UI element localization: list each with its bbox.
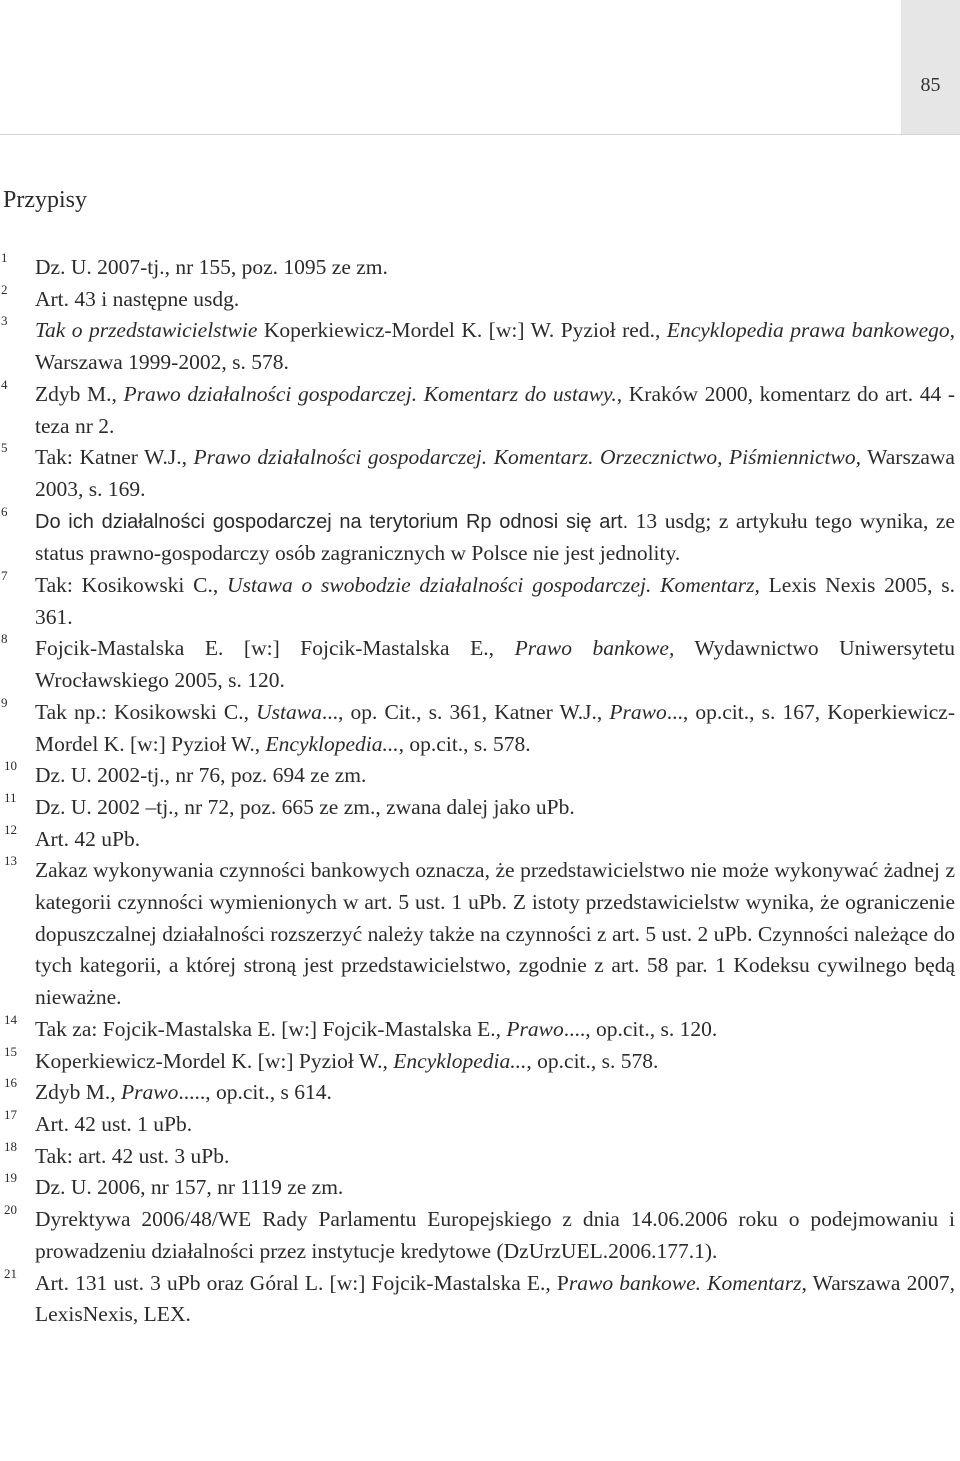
footnote-number: 12 bbox=[4, 821, 17, 837]
footnote-text bbox=[35, 1046, 955, 1078]
footnote-text-segment: ...., op.cit., s. 120. bbox=[563, 1016, 718, 1041]
footnote-number: 20 bbox=[4, 1202, 17, 1218]
footnote-text-segment: Art. 42 uPb. bbox=[35, 826, 141, 851]
footnote-text-segment: Zdyb M., bbox=[35, 381, 117, 406]
footnote-number: 21 bbox=[4, 1265, 17, 1281]
footnote-text bbox=[35, 1077, 955, 1109]
footnote-list bbox=[0, 252, 955, 1331]
footnote-number: 14 bbox=[4, 1011, 17, 1027]
page-number-box bbox=[901, 0, 960, 134]
footnote-text-segment: Fojcik-Mastalska E. [w:] Fojcik-Mastalska E., bbox=[35, 636, 495, 661]
footnote-text bbox=[35, 697, 955, 760]
page-number: 85 bbox=[920, 74, 941, 96]
footnote-text-segment: , Warszawa 2007, LexisNexis, LEX. bbox=[35, 1270, 955, 1327]
footnote-text-segment: Warszawa 2003, s. 169. bbox=[35, 445, 955, 501]
footnote-number: 9 bbox=[1, 694, 8, 710]
footnote-number: 10 bbox=[4, 758, 17, 774]
footnote-5 bbox=[0, 442, 955, 505]
footnote-text-segment: Encyklopedia... bbox=[387, 1048, 527, 1073]
footnote-text-segment: ....., op.cit., s 614. bbox=[178, 1080, 332, 1105]
footnote-2 bbox=[0, 281, 955, 316]
footnote-19 bbox=[0, 1172, 955, 1204]
footnote-text-segment: Prawo działalności gospodarczej. Komentarz do ustawy. bbox=[116, 381, 617, 406]
footnote-text-segment: Tak za: Fojcik-Mastalska E. [w:] Fojcik-Mastalska E., bbox=[35, 1016, 502, 1041]
footnote-text-segment: Tak o przedstawicielstwie bbox=[35, 318, 258, 343]
footnote-text-segment: ..., op.cit., s. 167, Koperkiewicz-Mordel K. [w:] Pyzioł W., bbox=[35, 699, 955, 756]
footnote-13 bbox=[0, 855, 955, 1014]
footnote-text-segment: , op.cit., s. 578. bbox=[398, 731, 531, 756]
footnote-text-segment: , Kraków 2000, komentarz do art. 44 - teza nr 2. bbox=[35, 381, 956, 438]
footnote-text-segment: Prawo bankowe, bbox=[494, 636, 675, 661]
footnote-21 bbox=[0, 1265, 955, 1331]
footnote-text bbox=[35, 1014, 955, 1046]
footnote-17 bbox=[0, 1106, 955, 1141]
footnote-text-segment: Art. 131 ust. 3 uPb oraz Góral L. [w:] Fojcik-Mastalska E., P bbox=[35, 1270, 569, 1295]
footnote-text-segment: Wydawnictwo Uniwersytetu Wrocławskiego 2005, s. 120. bbox=[35, 636, 955, 693]
footnote-6 bbox=[0, 503, 955, 570]
footnote-text-segment: Prawo bbox=[602, 699, 667, 724]
footnote-text-segment: Tak: art. 42 ust. 3 uPb. bbox=[35, 1143, 230, 1168]
footnote-text-segment: Tak: Katner W.J., bbox=[35, 445, 187, 470]
footnote-18 bbox=[0, 1138, 955, 1173]
footnote-text bbox=[35, 506, 955, 570]
footnote-text bbox=[35, 284, 955, 316]
footnote-number: 2 bbox=[1, 281, 8, 297]
footnote-number: 1 bbox=[1, 250, 8, 265]
footnote-20 bbox=[0, 1204, 955, 1267]
footnote-7 bbox=[0, 570, 955, 633]
footnote-text-segment: Zakaz wykonywania czynności bankowych oznacza, że przedstawicielstwo nie może wykonywać żadnej z kategorii czynności wymienionych w art. 5 ust. 1 uPb. Z istoty przedstawicielstw wynika, że ograniczenie dopuszczalnej działalności rozszerzyć należy także na czynności z art. 5 ust. 2 uPb. Czynności należące do tych kategorii, a której stroną jest przedstawicielstwo, zgodnie z art. 58 par. 1 Kodeksu cywilnego będą nieważne. bbox=[35, 858, 955, 1010]
footnote-1 bbox=[0, 252, 955, 284]
footnote-text bbox=[35, 1141, 955, 1173]
footnote-number: 5 bbox=[1, 440, 8, 456]
footnote-text-segment: Dz. U. 2002-tj., nr 76, poz. 694 ze zm. bbox=[35, 763, 367, 788]
footnote-text-segment: Do ich działalności gospodarczej na terytorium Rp odnosi się art. bbox=[35, 510, 629, 533]
footnote-text-segment: Tak: Kosikowski C., bbox=[35, 573, 219, 598]
footnote-text-segment: Ustawa o swobodzie działalności gospodarczej. Komentarz, bbox=[218, 573, 760, 598]
footnote-4 bbox=[0, 376, 956, 442]
footnote-text bbox=[35, 792, 955, 824]
footnote-15 bbox=[0, 1043, 955, 1078]
footnote-text bbox=[35, 633, 955, 696]
header-rule bbox=[0, 134, 960, 135]
footnote-number: 18 bbox=[4, 1138, 17, 1154]
footnote-text-segment: Dz. U. 2002 –tj., nr 72, poz. 665 ze zm., zwana dalej jako uPb. bbox=[35, 794, 575, 819]
footnote-number: 4 bbox=[1, 376, 8, 392]
footnote-text-segment: Dz. U. 2007-tj., nr 155, poz. 1095 ze zm. bbox=[35, 255, 388, 279]
footnote-text-segment: ..., op. Cit., s. 361, Katner W.J., bbox=[321, 699, 603, 724]
footnote-number: 6 bbox=[1, 503, 8, 519]
footnote-number: 3 bbox=[1, 313, 8, 329]
footnote-text-segment: Dyrektywa 2006/48/WE Rady Parlamentu Europejskiego z dnia 14.06.2006 roku o podejmowaniu i prowadzeniu działalności przez instytucje kredytowe (DzUrzUEL.2006.177.1). bbox=[35, 1207, 955, 1263]
footnote-text bbox=[35, 824, 955, 856]
footnote-text-segment: Lexis Nexis 2005, s. 361. bbox=[35, 573, 956, 629]
footnote-text-segment: , Warszawa 1999-2002, s. 578. bbox=[35, 318, 955, 375]
footnote-text bbox=[35, 252, 955, 284]
footnote-text bbox=[35, 442, 955, 505]
footnote-number: 11 bbox=[4, 789, 17, 805]
footnote-text-segment: Zdyb M., bbox=[35, 1080, 116, 1105]
footnote-text bbox=[35, 315, 955, 378]
footnote-11 bbox=[0, 789, 955, 824]
footnote-number: 8 bbox=[1, 631, 8, 647]
footnote-3 bbox=[0, 315, 955, 378]
footnote-text bbox=[35, 1109, 955, 1141]
footnote-text-segment: Koperkiewicz-Mordel K. [w:] W. Pyzioł red., bbox=[257, 318, 661, 343]
footnote-text-segment: Ustawa bbox=[248, 699, 322, 724]
footnote-text-segment: 13 usdg; z artykułu tego wynika, ze status prawno-gospodarczy osób zagranicznych w Polsce nie jest jednolity. bbox=[35, 508, 955, 566]
footnote-text-segment: Prawo bbox=[501, 1016, 564, 1041]
section-heading: Przypisy bbox=[3, 187, 87, 213]
footnote-number: 13 bbox=[4, 853, 17, 869]
footnote-text bbox=[35, 1172, 955, 1204]
footnote-text-segment: Tak np.: Kosikowski C., bbox=[35, 699, 249, 724]
footnote-text-segment: Encyklopedia... bbox=[260, 731, 399, 756]
footnote-text-segment: Art. 42 ust. 1 uPb. bbox=[35, 1111, 193, 1136]
footnote-text-segment: Prawo działalności gospodarczej. Komentarz. Orzecznictwo, Piśmiennictwo, bbox=[186, 445, 861, 470]
footnote-text bbox=[35, 570, 955, 633]
footnote-text bbox=[35, 855, 955, 1014]
footnote-8 bbox=[0, 633, 955, 696]
footnote-text-segment: , op.cit., s. 578. bbox=[526, 1048, 659, 1073]
footnote-number: 19 bbox=[4, 1170, 17, 1186]
footnote-14 bbox=[0, 1011, 955, 1046]
footnote-text-segment: rawo bankowe. Komentarz bbox=[568, 1270, 802, 1295]
footnote-12 bbox=[0, 821, 955, 856]
footnote-9 bbox=[0, 694, 955, 760]
footnote-text-segment: Prawo bbox=[115, 1080, 179, 1105]
footnote-text-segment: Encyklopedia prawa bankowego bbox=[660, 318, 950, 343]
footnote-text bbox=[35, 379, 955, 442]
footnote-number: 15 bbox=[4, 1043, 17, 1059]
footnote-number: 17 bbox=[4, 1106, 17, 1122]
footnote-16 bbox=[0, 1077, 955, 1109]
footnote-text bbox=[35, 1268, 955, 1331]
footnote-text bbox=[35, 760, 955, 792]
footnote-text-segment: Dz. U. 2006, nr 157, nr 1119 ze zm. bbox=[35, 1175, 344, 1200]
footnote-text-segment: Koperkiewicz-Mordel K. [w:] Pyzioł W., bbox=[35, 1048, 388, 1073]
footnote-text bbox=[35, 1204, 955, 1267]
footnote-number: 7 bbox=[1, 568, 8, 584]
footnote-text-segment: Art. 43 i następne usdg. bbox=[35, 286, 240, 311]
footnote-10 bbox=[0, 760, 955, 792]
footnote-number: 16 bbox=[4, 1075, 17, 1091]
